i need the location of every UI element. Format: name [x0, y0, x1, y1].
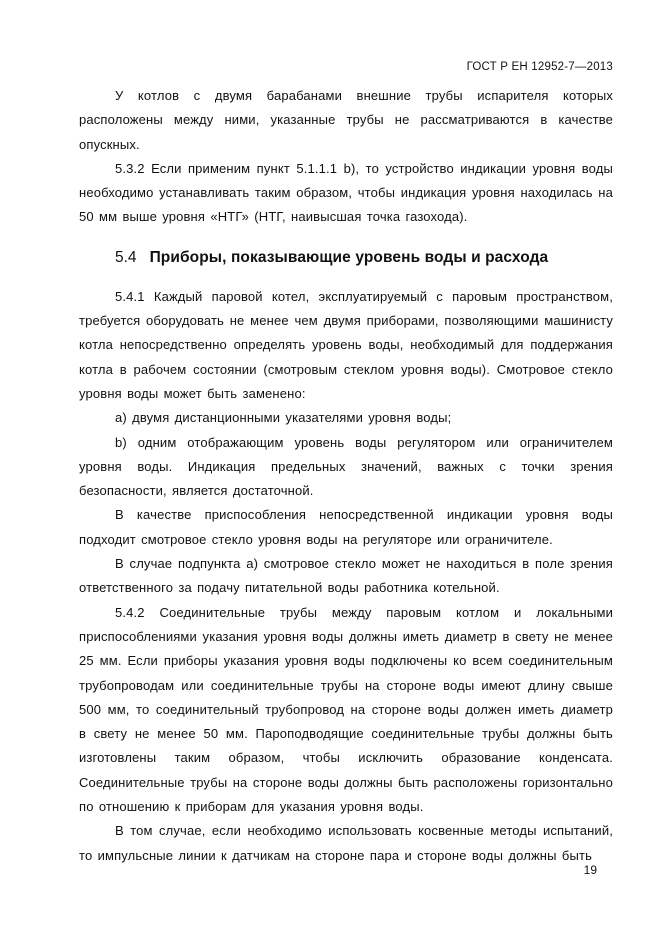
heading-title: Приборы, показывающие уровень воды и расхода: [149, 248, 549, 266]
paragraph-direct-indication: В качестве приспособления непосредственной индикации уровня воды подходит смотровое стекло уровня воды на регуляторе или ограничителе.: [79, 507, 613, 547]
paragraph-5-3-2: 5.3.2 Если применим пункт 5.1.1.1 b), то устройство индикации уровня воды необходимо устанавливать таким образом, чтобы индикация уровня находилась на 50 мм выше уровня «НТГ» (НТГ, наивысшая точка газохода).: [79, 160, 613, 225]
paragraph-indirect-methods: В том случае, если необходимо использовать косвенные методы испытаний, то импульсные линии к датчикам на стороне пара и стороне воды должны быть: [79, 823, 613, 863]
paragraph-case-a: В случае подпункта a) смотровое стекло может не находиться в поле зрения ответственного за подачу питательной воды работника котельной.: [79, 556, 613, 596]
paragraph-5-4-1: 5.4.1 Каждый паровой котел, эксплуатируемый с паровым пространством, требуется оборудовать не менее чем двумя приборами, позволяющими машинисту котла непосредственно определять уровень воды, необходимый для поддержания котла в рабочем состоянии (смотровым стеклом уровня воды). Смотровое стекло уровня воды может быть заменено:: [79, 288, 613, 401]
doc-code-header: ГОСТ Р ЕН 12952-7—2013: [466, 61, 613, 73]
section-heading-5-4: [79, 246, 613, 270]
list-item-a: a) двумя дистанционными указателями уровня воды;: [115, 410, 452, 426]
paragraph-5-4-2: 5.4.2 Соединительные трубы между паровым котлом и локальными приспособлениями указания уровня воды должны иметь диаметр в свету не менее 25 мм. Если приборы указания уровня воды подключены ко всем соединительным трубопроводам или соединительные трубы на стороне воды имеют длину свыше 500 мм, то соединительный трубопровод на стороне воды должен иметь диаметр в свету не менее 50 мм. Пароподводящие соединительные трубы должны быть изготовлены таким образом, чтобы исключить образование конденсата. Соединительные трубы на стороне воды должны быть расположены горизонтально по отношению к приборам для указания уровня воды.: [79, 604, 613, 815]
paragraph-downcomers: У котлов с двумя барабанами внешние трубы испарителя которых расположены между ними, указанные трубы не рассматриваются в качестве опускных.: [79, 88, 613, 152]
heading-number: 5.4: [115, 248, 137, 266]
page-number: 19: [583, 863, 597, 877]
list-item-b: b) одним отображающим уровень воды регулятором или ограничителем уровня воды. Индикация предельных значений, важных с точки зрения безопасности, является достаточной.: [79, 434, 613, 499]
page-content: [79, 84, 613, 868]
